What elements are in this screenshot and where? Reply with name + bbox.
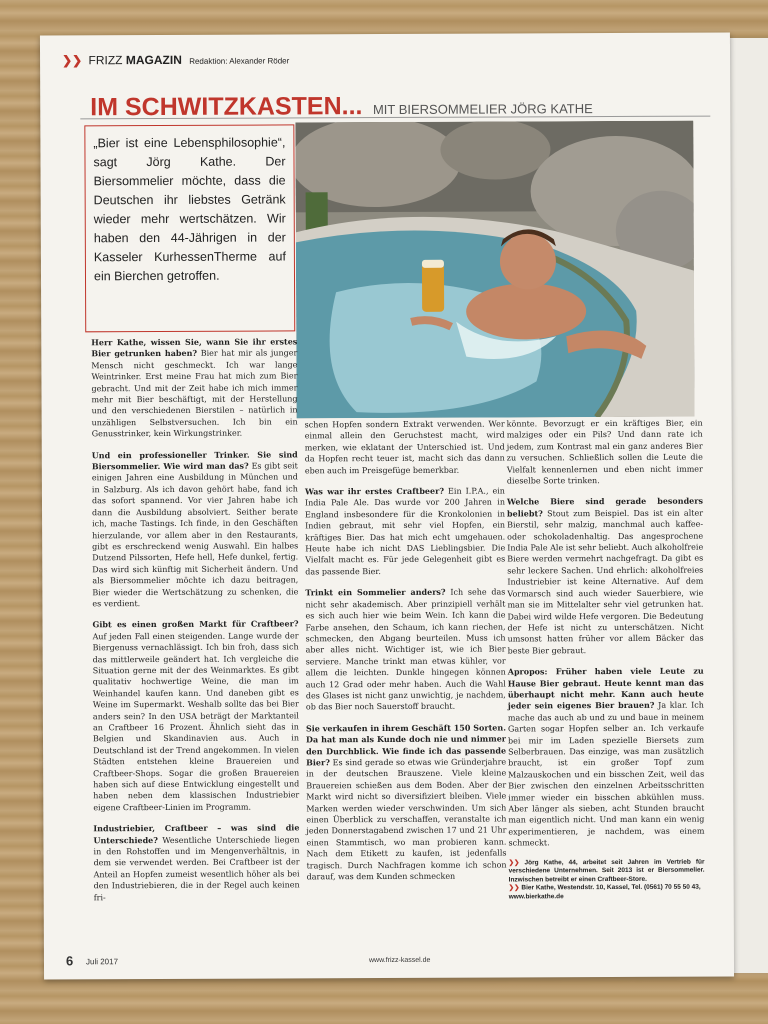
- magazine-header: [62, 52, 289, 67]
- qa-paragraph: [305, 587, 506, 713]
- bio-line-2: [509, 884, 705, 893]
- answer: Stout zum Beispiel. Das ist ein alter Bierstil, sehr malzig, manchmal auch kaffee- oder schokoladenhaltig. Das angesprochene India Pale Ale ist sehr beliebt. Auch alkoholfreie Biere werden vermehrt nachgefragt. Da gibt es sehr leckere Sachen. Und ehrlich: alkoholfreies Industriebier ist keine Alternative. Auf dem Vormarsch sind auch wieder Sauerbiere, wie man sie im Mittelalter sehr viel getrunken hat. Dabei wird wilde Hefe vergoren. Die Bedeutung der Hefe ist nicht zu unterschätzen. Nicht umsonst hatten früher vor allem Bäcker das beste Bier gebraut.: [507, 508, 704, 656]
- qa-paragraph: [92, 619, 299, 814]
- qa-paragraph: [306, 722, 507, 883]
- bio-line-3: [509, 892, 705, 901]
- bio-text: Jörg Kathe, 44, arbeitet seit Jahren im Vertrieb für verschiedene Unternehmen. Seit 2013 ist er Biersommelier. Inzwischen betreibt er einen Craftbeer-Store.: [508, 858, 705, 884]
- issue-date: Juli 2017: [85, 957, 119, 967]
- man-in-whirlpool-photo: [295, 121, 694, 419]
- magazine-page: [40, 32, 734, 979]
- question: Welche Biere sind gerade besonders beliebt?: [506, 496, 704, 519]
- text-column-2: [305, 418, 507, 892]
- answer: schen Hopfen sondern Extrakt verwenden. Wer einmal allein den Geruchstest macht, wird merken, wie eklatant der Unterschied ist. Und da Hopfen recht teuer ist, macht sich das dann eben auch im Preisgefüge bemerkbar.: [304, 419, 505, 475]
- answer: Wesentliche Unterschiede liegen in den Rohstoffen und im Mengenverhältnis, in dem sie verwendet werden. Bei Craftbeer ist der Anteil an Hopfen zumeist wesentlich höher als bei den Industriebieren, die in der Regel auch keinen fri-: [93, 835, 300, 902]
- bio-line-1: [509, 858, 705, 884]
- question: Sie verkaufen in ihrem Geschäft 150 Sorten. Da hat man als Kunde doch nie und nimmer den Durchblick. Wie finde ich das passende Bier?: [305, 722, 507, 768]
- answer: Ich sehe das nicht sehr akademisch. Aber prinzipiell verhält es sich auch hier wie beim Wein. Ich kann die Farbe ansehen, den Schaum, ich kann riechen, schmecken, den Abgang beurteilen. Muss ich aber alles nicht. Wichtiger ist, wie ich Bier serviere. Manche trinkt man etwas kühler, vor allem die leichten. Dunkle hingegen können auch 12 Grad oder mehr haben. Auch die Wahl des Glases ist nicht ganz unwichtig, je nachdem, ob das Bier noch Sauerstoff braucht.: [305, 587, 506, 712]
- article-photo: [295, 121, 694, 419]
- qa-paragraph: [92, 449, 299, 610]
- qa-paragraph: [305, 418, 505, 476]
- qa-paragraph: [305, 486, 505, 578]
- editor-credit: Redaktion: Alexander Röder: [189, 56, 290, 66]
- qa-paragraph: [508, 666, 705, 849]
- question: Trinkt ein Sommelier anders?: [305, 587, 446, 598]
- qa-paragraph: [507, 418, 703, 487]
- next-page-edge: [730, 38, 768, 973]
- chevron-icon: ❯❯: [508, 859, 520, 867]
- answer: Es sind gerade so etwas wie Gründerjahre in der deutschen Brauszene. Viele kleine Brauereien schießen aus dem Boden. Aber der Markt wird nicht so diversifiziert bleiben. Viele Marken werden wieder verschwinden. Um sich einen Überblick zu verschaffen, veranstalte ich jeden Donnerstagabend zwischen 17 und 21 Uhr einen Stammtisch, wo man probieren kann. Nach dem Etikett zu kaufen, ist jedenfalls tragisch. Durch Nachfragen komme ich schon darauf, was dem Kunden schmecken: [306, 757, 507, 882]
- brand-name: FRIZZ: [88, 53, 123, 68]
- text-column-1: [91, 336, 300, 913]
- title-main: IM SCHWITZKASTEN...: [90, 92, 363, 122]
- qa-paragraph: [93, 823, 299, 904]
- question: Industriebier, Craftbeer – was sind die Unterschiede?: [93, 822, 300, 845]
- qa-paragraph: [91, 336, 297, 440]
- author-bio: [509, 858, 705, 901]
- page-number: 6: [65, 953, 74, 969]
- section-name: MAGAZIN: [125, 52, 182, 68]
- answer: Auf jeden Fall einen steigenden. Lange wurde der Biergenuss vernachlässigt. Ich bin froh, dass sich das mittlerweile geändert hat. Ich vergleiche die Situation gerne mit der des Weinmarktes. Es gibt qualitativ hochwertige Weine, die man im Weinhandel kaufen kann. Und daneben gibt es Weine im Supermarkt. Weshalb sollte das bei Bier anders sein? In den USA beträgt der Marktanteil an Craftbeer 16 Prozent. Ähnlich sieht das in Belgien und Skandinavien aus. Auch in Deutschland ist der Trend angekommen. In vielen Städten entstehen kleine Brauereien und Craftbeer-Shops. Sogar die großen Brauereien haben sich auf diese Entwicklung eingestellt und haben neben dem klassischen Industriebier eigene Craftbeer-Linien im Programm.: [92, 631, 300, 813]
- question: Apropos: Früher haben viele Leute zu Hause Bier gebraut. Heute kennt man das überhaupt nicht mehr. Kann auch heute jeder sein eigenes Bier brauen?: [507, 665, 704, 711]
- bio-address: Bier Kathe, Westendstr. 10, Kassel, Tel. (0561) 70 55 50 43,: [521, 883, 701, 892]
- answer: Es gibt seit einigen Jahren eine Ausbildung in München und in Salzburg. Als ich davon gehört habe, fand ich das sofort spannend. Vor vier Jahren habe ich dann die Ausbildung absolviert. Seither berate ich, mache Tastings. Ich finde, in den Geschäften hierzulande, vor allem aber in den Restaurants, gibt es erschreckend wenig Auswahl. Ein halbes Dutzend Pilssorten, Hefe hell, Hefe dunkel, fertig. Das wird sich künftig mit Sicherheit ändern. Und als Biersommelier möchte ich dazu beitragen, Bier wieder die Wertschätzung zu schenken, die es verdient.: [91, 461, 299, 609]
- answer: Ein I.P.A., ein India Pale Ale. Das wurde vor 200 Jahren in England insbesondere für die Kronkolonien in Indien gebraut, mit sehr viel Hopfen, ein kräftiges Bier. Das hat mich echt umgehauen. Heute habe ich nicht DAS Lieblingsbier. Die Vielfalt macht es. Für jede Gelegenheit gibt es das passende Bier.: [304, 486, 506, 577]
- question: Was war ihr erstes Craftbeer?: [304, 485, 445, 497]
- title-sub: MIT BIERSOMMELIER JÖRG KATHE: [372, 101, 593, 118]
- answer: könnte. Bevorzugt er ein kräftiges Bier, ein malziges oder ein Pils? Und dann rate ich jedem, zum Kontrast mal ein ganz anderes Bier zu versuchen. Schließlich sollen die Leute die Vielfalt kennenlernen und eben nicht immer dieselbe Sorte trinken.: [506, 418, 703, 486]
- question: Herr Kathe, wissen Sie, wann Sie ihr erstes Bier getrunken haben?: [91, 336, 298, 359]
- chevron-icon: ❯❯: [508, 884, 520, 892]
- chevron-icon: ❯❯: [62, 53, 83, 68]
- text-column-3: [507, 418, 705, 902]
- qa-paragraph: [507, 496, 704, 657]
- question: Und ein professioneller Trinker. Sie sind Biersommelier. Wie wird man das?: [91, 449, 298, 472]
- question: Gibt es einen großen Markt für Craftbeer?: [92, 618, 299, 630]
- footer-url: www.frizz-kassel.de: [368, 956, 431, 965]
- bio-website: www.bierkathe.de: [508, 892, 564, 901]
- answer: Bier hat mir als junger Mensch nicht geschmeckt. Ich war lange Weintrinker. Erst meine Frau hat mich zum Bier gebracht. Und mit der Zeit habe ich mich immer mehr mit Bier beschäftigt, mit der Herstellung und den verschiedenen Bierstilen – natürlich in unzähligen Selbstversuchen. Ich bin ein Genusstrinker, kein Wirkungstrinker.: [91, 348, 298, 439]
- intro-box: „Bier ist eine Lebensphilosophie“, sagt Jörg Kathe. Der Biersommelier möchte, dass die Deutschen ihr liebstes Getränk wieder mehr wertschätzen. Wir haben den 44-Jährigen in der Kasseler KurhessenTherme auf ein Bierchen getroffen.: [84, 124, 295, 332]
- answer: Ja klar. Ich mache das auch ab und zu und baue in meinem Garten sogar Hopfen selber an. Ich verkaufe bei mir im Laden spezielle Biersets zum Selberbrauen. Das einzige, was man zusätzlich braucht, ist ein großer Topf zum Malzauskochen und ein bisschen Zeit, weil das Bier zwischen den einzelnen Arbeitsschritten immer wieder ein bisschen abkühlen muss. Aber länger als sieben, acht Stunden braucht man eigentlich nicht. Und man kann ein wenig experimentieren, je nachdem, was einem schmeckt.: [507, 700, 705, 848]
